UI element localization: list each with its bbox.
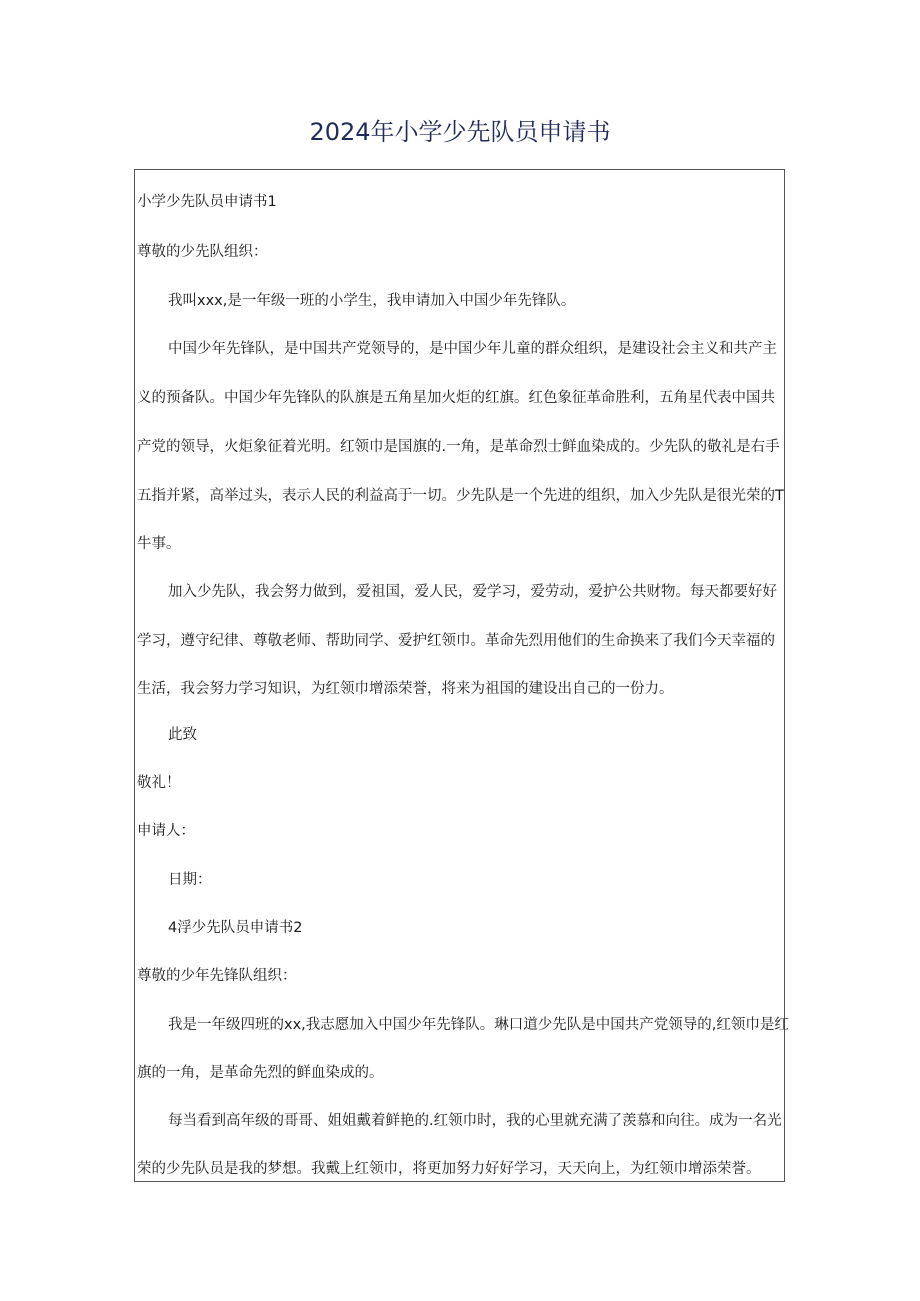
paragraph-line: 学习，遵守纪律、尊敬老师、帮助同学、爱护红领巾。革命先烈用他们的生命换来了我们今天幸福的: [137, 633, 775, 649]
paragraph-line: 中国少年先锋队，是中国共产党领导的，是中国少年儿童的群众组织，是建设社会主义和共产主: [168, 341, 777, 357]
document-title: 2024年小学少先队员申请书: [309, 118, 611, 146]
paragraph-line: 生活，我会努力学习知识，为红领巾增添荣誉，将来为祖国的建设出自己的一份力。: [137, 681, 674, 697]
paragraph-line: 每当看到高年级的哥哥、姐姐戴着鲜艳的.红领巾时，我的心里就充满了羡慕和向往。成为一名光: [168, 1113, 782, 1129]
section-heading-1: 小学少先队员申请书1: [137, 194, 277, 210]
paragraph-line: 五指并紧，高举过头，表示人民的利益高于一切。少先队是一个先进的组织，加入少先队是很光荣的T: [137, 488, 784, 504]
paragraph-line: 荣的少先队员是我的梦想。我戴上红领巾，将更加努力好好学习，天天向上，为红领巾增添荣誉。: [137, 1161, 761, 1177]
salutation-1: 尊敬的少先队组织：: [137, 244, 268, 260]
paragraph-line: 牛事。: [137, 536, 181, 552]
paragraph-line: 我叫xxx,是一年级一班的小学生，我申请加入中国少年先锋队。: [168, 293, 576, 309]
closing-salute: 敬礼！: [137, 775, 181, 791]
paragraph-line: 旗的一角，是革命先烈的鲜血染成的。: [137, 1065, 384, 1081]
paragraph-line: 产党的领导，火炬象征着光明。红领巾是国旗的.一角，是革命烈士鲜血染成的。少先队的敬礼是右手: [137, 439, 780, 455]
closing-line: 此致: [168, 727, 197, 743]
salutation-2: 尊敬的少年先锋队组织：: [137, 968, 297, 984]
applicant-label: 申请人：: [137, 823, 195, 839]
paragraph-line: 义的预备队。中国少年先锋队的队旗是五角星加火炬的红旗。红色象征革命胜利，五角星代表中国共: [137, 390, 775, 406]
content-frame: [134, 169, 789, 1182]
section-heading-2: 4浮少先队员申请书2: [168, 920, 303, 936]
date-label: 日期：: [168, 872, 212, 888]
paragraph-line: 我是一年级四班的xx,我志愿加入中国少年先锋队。琳口道少先队是中国共产党领导的,红领巾是红: [168, 1017, 789, 1033]
paragraph-line: 加入少先队，我会努力做到，爱祖国，爱人民，爱学习，爱劳动，爱护公共财物。每天都要好好: [168, 584, 777, 600]
